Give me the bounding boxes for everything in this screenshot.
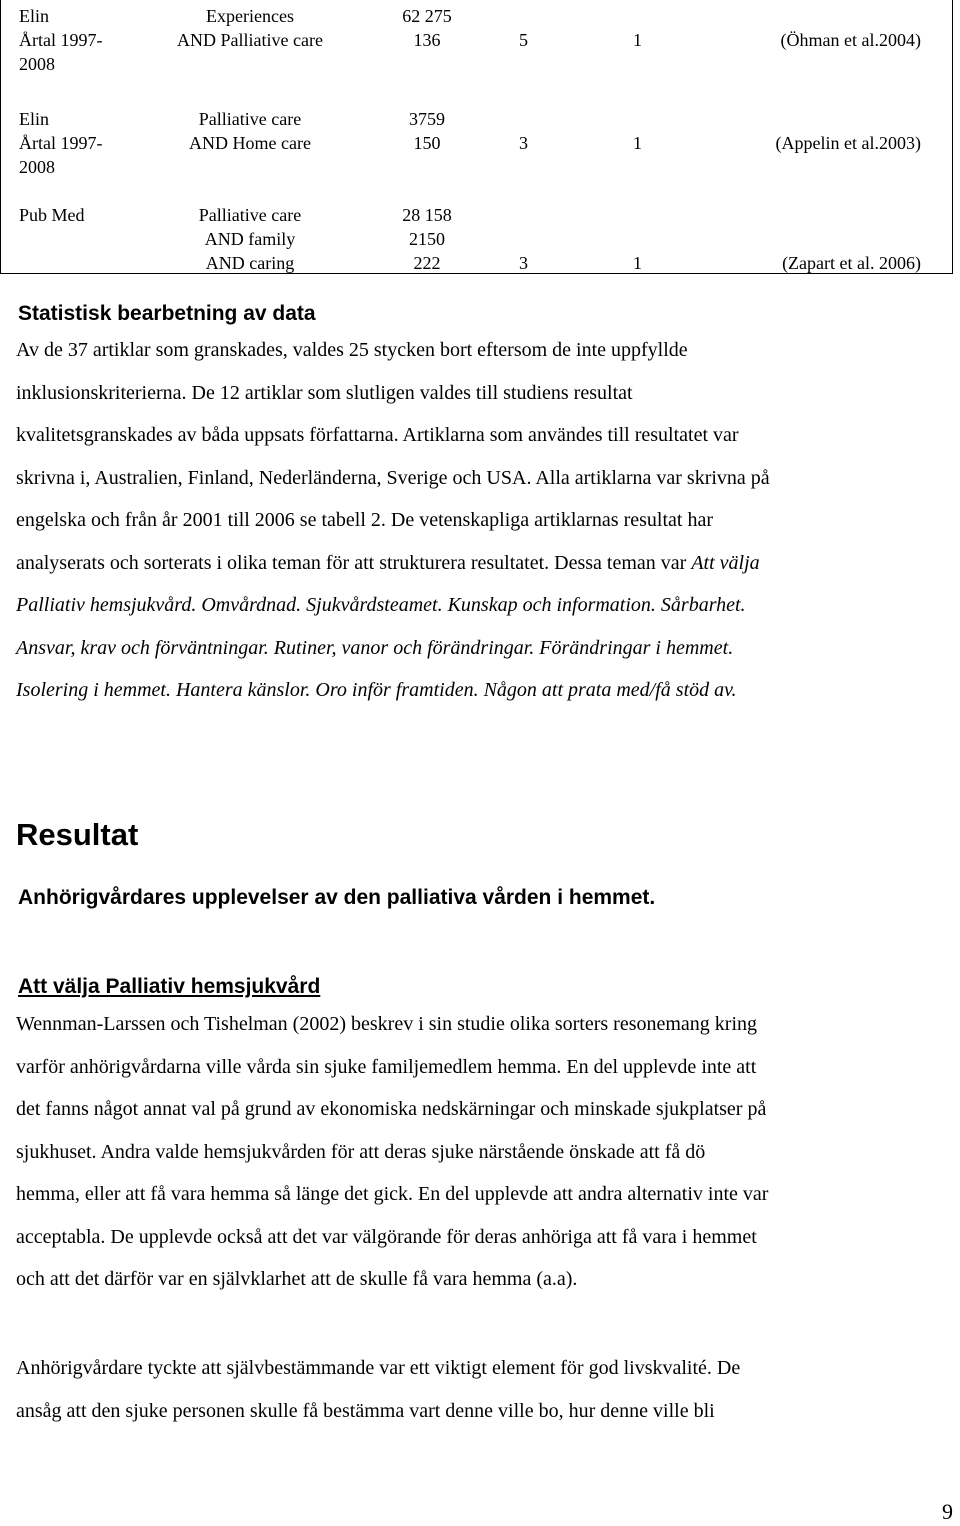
table-cell-reference: (Öhman et al.2004) — [780, 30, 921, 50]
page-number: 9 — [942, 1499, 953, 1524]
table-cell-hits: 28 158 2150 222 — [402, 205, 452, 273]
table-cell-database: Pub Med — [19, 205, 85, 225]
table-cell-reviewed: 5 — [519, 30, 528, 50]
table-cell-selected: 1 — [633, 133, 642, 153]
table-cell-search-terms: Palliative care AND family AND caring — [198, 205, 302, 273]
table-cell-hits: 3759 150 — [409, 109, 445, 153]
body-paragraph: Av de 37 artiklar som granskades, valdes 25 stycken bort eftersom de inte uppfyllde inklusionskriterierna. De 12 artiklar som slutligen valdes till studiens resultat kvalitetsgranskades av båda uppsats författarna. Artiklarna som användes till resultatet var skrivna i, Australien, Finland, Nederländerna, Sverige och USA. Alla artiklarna var skrivna på engelska och från år 2001 till 2006 se tabell 2. De vetenskapliga artiklarnas resultat har analyserats och sorterats i olika teman för att strukturera resultatet. Dessa teman var Att välja Palliativ hemsjukvård. Omvårdnad. Sjukvårdsteamet. Kunskap och information. Sårbarhet. Ansvar, krav och förväntningar. Rutiner, vanor och förändringar. Förändringar i hemmet. Isolering i hemmet. Hantera känslor. Oro inför framtiden. Någon att prata med/få stöd av. — [16, 339, 770, 701]
table-cell-search-terms: Palliative care AND Home care — [189, 109, 311, 153]
table-cell-selected: 1 — [633, 30, 642, 50]
table-cell-reviewed: 3 — [519, 253, 528, 273]
table-cell-hits: 62 275 136 — [402, 6, 452, 50]
table-cell-reviewed: 3 — [519, 133, 528, 153]
studies-table — [0, 0, 953, 274]
table-cell-reference: (Appelin et al.2003) — [775, 133, 921, 153]
table-cell-database: Elin Årtal 1997- 2008 — [19, 6, 103, 74]
theme-heading: Att välja Palliativ hemsjukvård — [18, 975, 321, 998]
table-cell-reference: (Zapart et al. 2006) — [782, 253, 921, 273]
table-cell-database: Elin Årtal 1997- 2008 — [19, 109, 103, 177]
page-title: Resultat — [16, 817, 139, 852]
section-heading: Statistisk bearbetning av data — [18, 302, 316, 325]
body-paragraph: Anhörigvårdare tyckte att självbestämmande var ett viktigt element för god livskvalité. De ansåg att den sjuke personen skulle få bestämma vart denne ville bo, hur denne ville bli — [16, 1357, 741, 1422]
table-cell-search-terms: Experiences AND Palliative care — [177, 6, 323, 50]
sub-heading: Anhörigvårdares upplevelser av den palliativa vården i hemmet. — [18, 886, 656, 909]
body-paragraph: Wennman-Larssen och Tishelman (2002) beskrev i sin studie olika sorters resonemang kring varför anhörigvårdarna ville vårda sin sjuke familjemedlem hemma. En del upplevde inte att det fanns något annat val på grund av ekonomiska nedskärningar och minskade sjukplatser på sjukhuset. Andra valde hemsjukvården för att deras sjuke närstående önskade att få dö hemma, eller att få vara hemma så länge det gick. En del upplevde att andra alternativ inte var acceptabla. De upplevde också att det var välgörande för deras anhöriga att få vara i hemmet och att det därför var en självklarhet att de skulle få vara hemma (a.a). — [16, 1013, 769, 1290]
table-cell-selected: 1 — [633, 253, 642, 273]
